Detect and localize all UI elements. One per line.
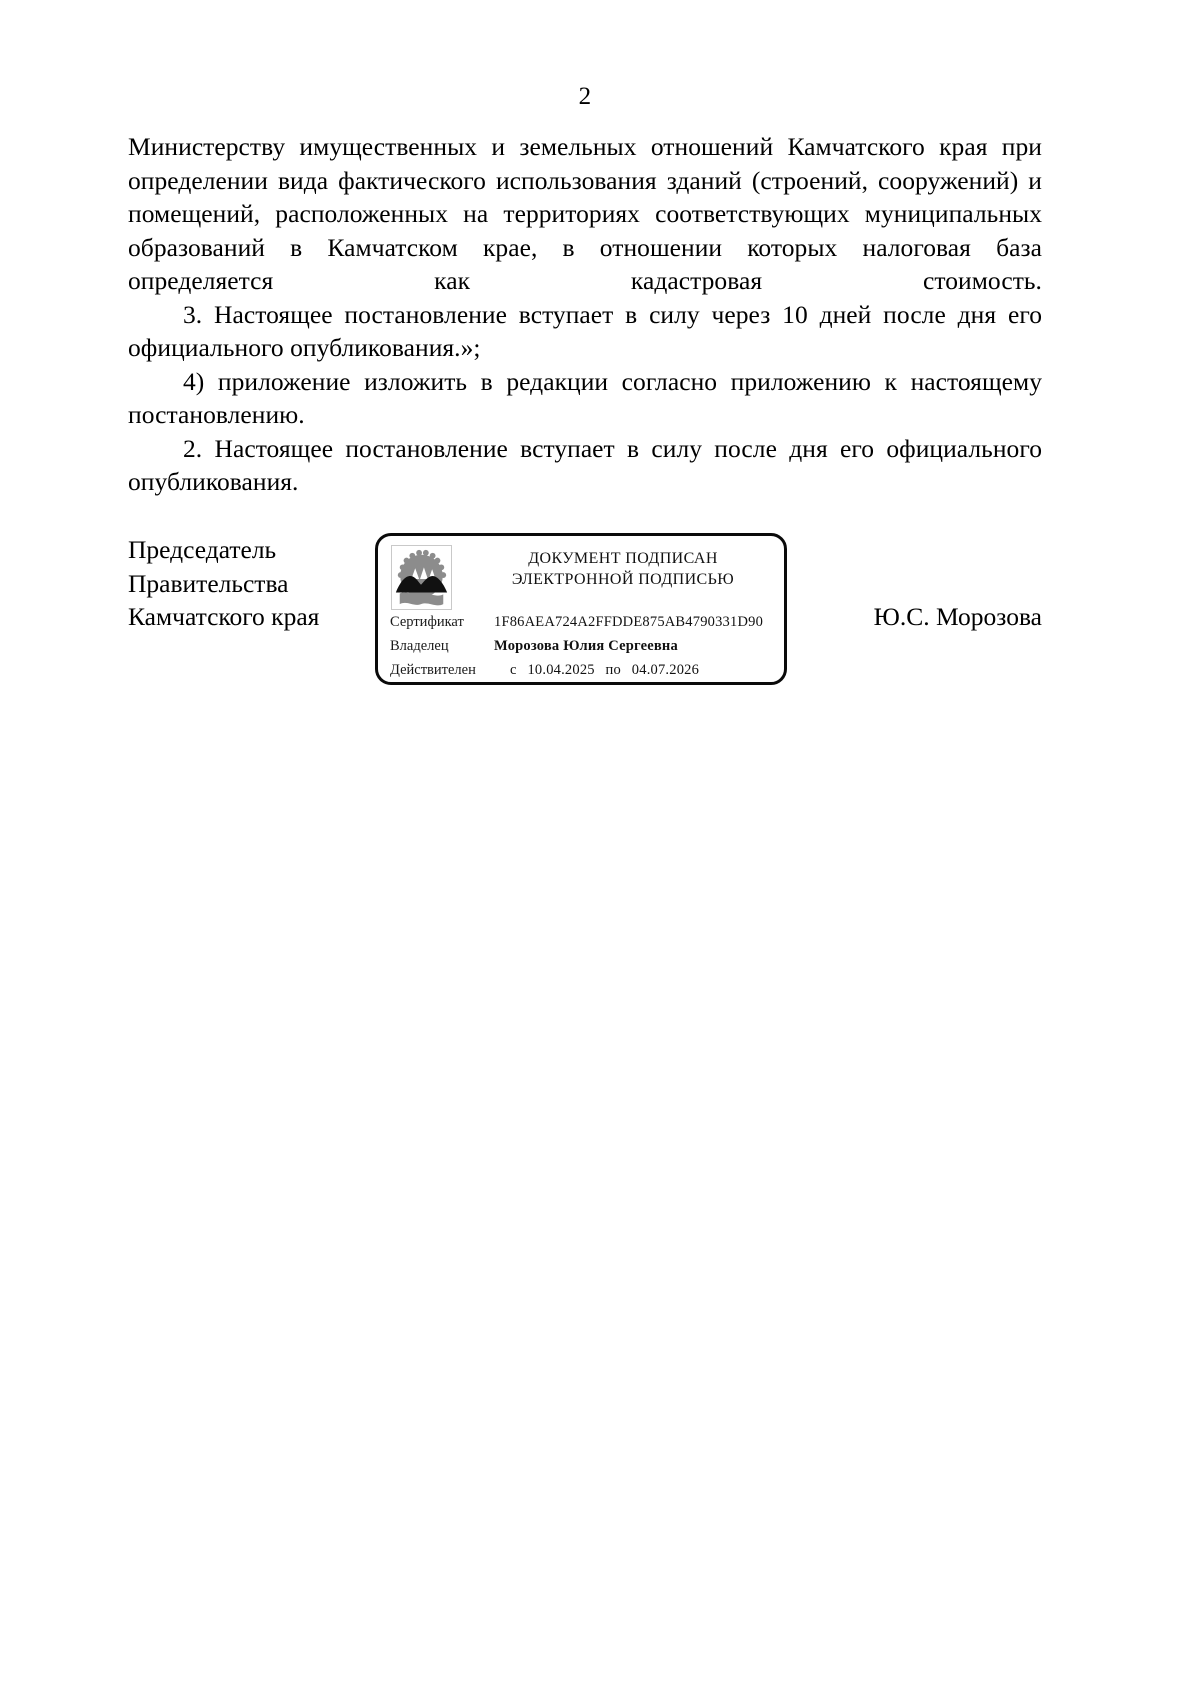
certificate-label: Сертификат bbox=[390, 614, 464, 630]
signatory-title-line-2: Правительства bbox=[128, 568, 289, 598]
stamp-details bbox=[390, 610, 786, 682]
certificate-value: 1F86AEA724A2FFDDE875AB4790331D90 bbox=[494, 614, 764, 630]
stamp-heading-line-1: ДОКУМЕНТ ПОДПИСАН bbox=[528, 550, 718, 567]
paragraph-4: 2. Настоящее постановление вступает в силу после дня его официального опубликования. bbox=[128, 433, 1042, 496]
validity-to-date: 04.07.2026 bbox=[631, 662, 700, 678]
signer-name: Ю.С. Морозова bbox=[873, 602, 1042, 631]
stamp-row-owner bbox=[390, 634, 786, 658]
stamp-row-certificate bbox=[390, 610, 786, 634]
electronic-signature-stamp bbox=[375, 533, 787, 685]
signatory-title bbox=[128, 533, 319, 634]
validity-from-prefix: с bbox=[510, 662, 517, 678]
validity-from-date: 10.04.2025 bbox=[527, 662, 595, 678]
validity-to-prefix: по bbox=[605, 662, 621, 678]
stamp-heading bbox=[464, 548, 782, 590]
body-text bbox=[128, 130, 1042, 499]
signatory-title-line-3: Камчатского края bbox=[128, 602, 320, 631]
validity-label: Действителен bbox=[390, 662, 476, 678]
signature-block bbox=[128, 533, 1042, 703]
paragraph-1: Министерству имущественных и земельных отношений Камчатского края при определении вида фактического использования зданий (строений, сооружений) и помещений, расположенных на территориях соответствующих муниципальных образований в Камчатском крае, в отношении которых налоговая база определяется как кадастровая стоимость. bbox=[128, 132, 1042, 295]
validity-value bbox=[510, 658, 706, 682]
stamp-row-validity bbox=[390, 658, 786, 682]
owner-value: Морозова Юлия Сергеевна bbox=[494, 638, 678, 654]
owner-label: Владелец bbox=[390, 638, 449, 654]
signatory-title-line-1: Председатель bbox=[128, 535, 277, 564]
kamchatka-coat-of-arms-icon bbox=[391, 545, 452, 610]
paragraph-3: 4) приложение изложить в редакции согласно приложению к настоящему постановлению. bbox=[128, 366, 1042, 429]
page-content bbox=[128, 0, 1042, 499]
paragraph-2: 3. Настоящее постановление вступает в силу через 10 дней после дня его официального опубликования.»; bbox=[128, 299, 1042, 362]
stamp-heading-line-2: ЭЛЕКТРОННОЙ ПОДПИСЬЮ bbox=[511, 571, 735, 588]
page-number: 2 bbox=[578, 83, 592, 110]
